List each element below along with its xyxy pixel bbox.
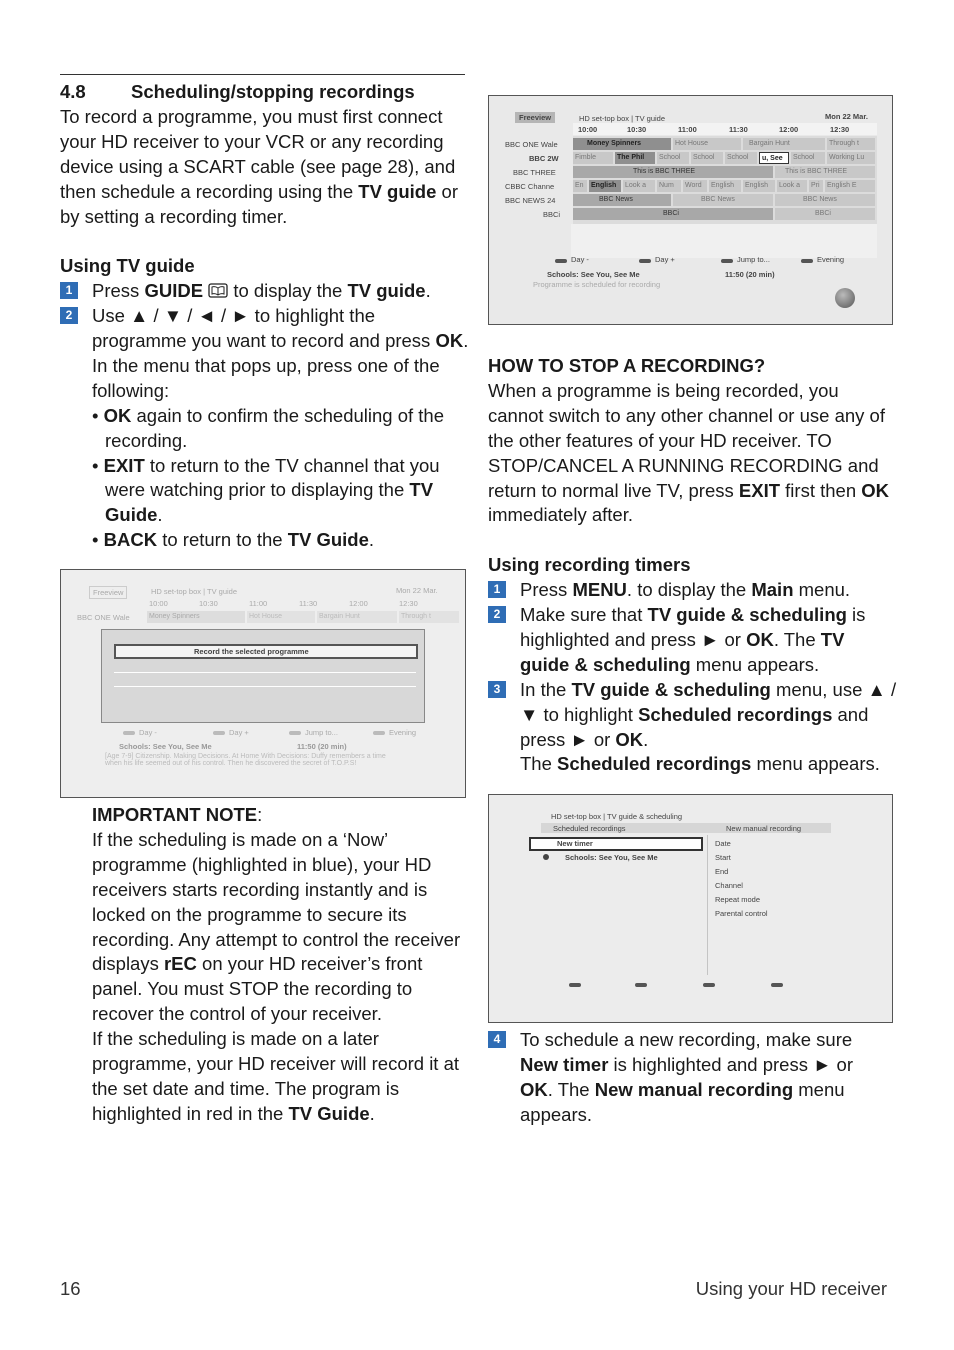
timers-step-3-result: The Scheduled recordings menu appears. — [520, 753, 880, 775]
list-item: • BACK to return to the TV Guide. — [92, 529, 375, 551]
footer-section-title: Using your HD receiver — [695, 1278, 887, 1299]
popup-dialog: Record the selected programme — [101, 629, 425, 723]
stop-heading: HOW TO STOP A RECORDING? — [488, 355, 766, 376]
step-number: 1 — [488, 581, 506, 598]
step-number: 2 — [488, 606, 506, 623]
timers-step-1: 1 Press MENU. to display the Main menu. — [488, 578, 898, 603]
timers-step-4: 4 To schedule a new recording, make sure New timer is highlighted and press ► or OK. The New manual recording menu appears. — [488, 1028, 888, 1128]
blue-key-icon — [373, 731, 385, 735]
right-column — [488, 354, 898, 777]
options-list — [60, 404, 470, 553]
list-item: • OK again to confirm the scheduling of the recording. — [92, 404, 445, 451]
scheduled-recordings-screenshot: HD set-top box | TV guide & scheduling Scheduled recordings New manual recording New timer Schools: See You, See Me Date Start End Channel Repeat mode Parental control — [488, 794, 893, 1023]
green-key-icon — [635, 983, 647, 987]
intro-paragraph: To record a programme, you must first connect your HD receiver to your VCR or any recording device using a SCART cable (see page 28), and then schedule a recording using the TV guide or by setting a recording timer. — [60, 105, 458, 227]
tv-guide-popup-screenshot: Freeview HD set-top box | TV guide Mon 22 Mar. 10:00 10:30 11:00 11:30 12:00 12:30 BBC ONE Wale Money Spinners Hot House Bargain Hunt Through t Record the selected programme Day - Day + Jump to... Evening Schools: See You, See Me 11:50 (20 min) [Age 7-9] Citizenship. Making Decisions. At Home With Decisions: Duffy remembers a time when his life seemed out of his control. Then he discovered the secret of T.O.P.S! — [60, 569, 466, 798]
tvguide-step-2: 2 Use ▲ / ▼ / ◄ / ► to highlight the programme you want to record and press OK. In the menu that pops up, press one of the following: — [60, 304, 470, 404]
tv-guide-screenshot: Freeview HD set-top box | TV guide Mon 22 Mar. 10:00 10:30 11:00 11:30 12:00 12:30 BBC ONE Wale BBC 2W BBC THREE CBBC Channe BBC NEWS 24 BBCi Money Spinners Hot House Bargain Hunt Through t Fimble The Phil School School School u, See School Working Lu This is BBC THREE This is BBC THREE En English Look a Num Word English English Look a Pri English E BBC News BBC News BBC News BBCi BBCi Day - Day + Jump to... Evening Schools: See You, See Me 11:50 (20 min) Programme is scheduled for recording — [488, 95, 893, 325]
guide-book-icon — [208, 280, 228, 295]
section-rule — [60, 74, 465, 75]
step-number: 4 — [488, 1031, 506, 1048]
note-heading: IMPORTANT NOTE — [92, 804, 258, 825]
left-column — [60, 80, 470, 553]
timers-step-4-block — [488, 1028, 888, 1128]
red-key-icon — [569, 983, 581, 987]
red-key-icon — [123, 731, 135, 735]
step-number: 2 — [60, 307, 78, 324]
step-number: 1 — [60, 282, 78, 299]
tvguide-heading: Using TV guide — [60, 255, 195, 277]
freeview-logo: Freeview — [515, 112, 555, 123]
stop-paragraph: When a programme is being recorded, you cannot switch to any other channel or use any of the other features of your HD receiver. TO STOP/CANCEL A RUNNING RECORDING and return to normal live TV, press EXIT first then OK immediately after. — [488, 379, 889, 526]
step-number: 3 — [488, 681, 506, 698]
tvguide-step-1: 1 Press GUIDE to display the TV guide. — [60, 279, 470, 304]
blue-key-icon — [771, 983, 783, 987]
channel-list: BBC ONE Wale BBC 2W BBC THREE CBBC Channe BBC NEWS 24 BBCi — [505, 140, 561, 219]
yellow-key-icon — [289, 731, 301, 735]
page-number: 16 — [60, 1278, 81, 1299]
blue-key-icon — [801, 259, 813, 263]
new-timer-item[interactable] — [529, 837, 703, 851]
note-paragraph-2: If the scheduling is made on a later programme, your HD receiver will record it at the set date and time. The program is highlighted in red in the TV Guide. — [92, 1028, 460, 1124]
timers-heading: Using recording timers — [488, 554, 691, 576]
section-heading: 4.8 Scheduling/stopping recordings — [60, 81, 415, 102]
green-key-icon — [639, 259, 651, 263]
recording-bullet-icon — [543, 854, 549, 860]
note-paragraph-1: If the scheduling is made on a ‘Now’ programme (highlighted in blue), your HD receivers starts recording instantly and is locked on the programme to secure its recording. Any attempt to control the receiver displays rEC on your HD receiver’s front panel. You must STOP the recording to recover the control of your receiver. — [92, 828, 461, 1025]
yellow-key-icon — [703, 983, 715, 987]
timers-step-3: 3 In the TV guide & scheduling menu, use ▲ / ▼ to highlight Scheduled recordings and press ► or OK. — [488, 678, 898, 753]
red-key-icon — [555, 259, 567, 263]
list-item: • EXIT to return to the TV channel that you were watching prior to displaying the TV Guide. — [92, 454, 440, 526]
record-indicator-icon — [835, 288, 855, 308]
timers-step-2: 2 Make sure that TV guide & scheduling is highlighted and press ► or OK. The TV guide & scheduling menu appears. — [488, 603, 898, 678]
yellow-key-icon — [721, 259, 733, 263]
freeview-logo: Freeview — [89, 586, 127, 599]
green-key-icon — [213, 731, 225, 735]
important-note: IMPORTANT NOTE: If the scheduling is made on a ‘Now’ programme (highlighted in blue), your HD receivers starts recording instantly and is locked on the programme to secure its recording. Any attempt to control the receiver displays rEC on your HD receiver’s front panel. You must STOP the recording to recover the control of your receiver. If the scheduling is made on a later programme, your HD receiver will record it at the set date and time. The program is highlighted in red in the TV Guide. — [92, 803, 470, 1127]
